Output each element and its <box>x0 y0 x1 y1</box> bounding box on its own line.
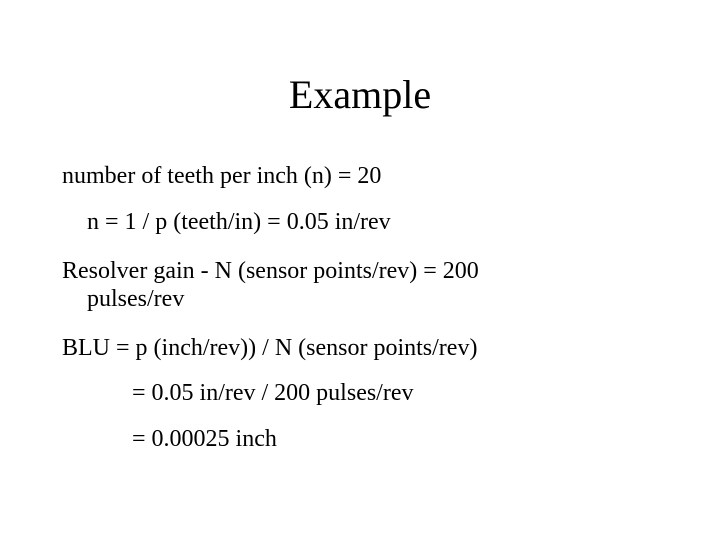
resolver-gain-line: Resolver gain - N (sensor points/rev) = 200 <box>62 258 479 284</box>
resolver-gain-unit-line: pulses/rev <box>87 286 185 312</box>
teeth-per-inch-line: number of teeth per inch (n) = 20 <box>62 163 382 189</box>
blu-formula-line: BLU = p (inch/rev)) / N (sensor points/rev) <box>62 335 478 361</box>
slide-title: Example <box>288 72 432 117</box>
pitch-line: n = 1 / p (teeth/in) = 0.05 in/rev <box>87 209 391 235</box>
blu-result-line: = 0.00025 inch <box>132 426 277 452</box>
blu-substitution-line: = 0.05 in/rev / 200 pulses/rev <box>132 380 414 406</box>
